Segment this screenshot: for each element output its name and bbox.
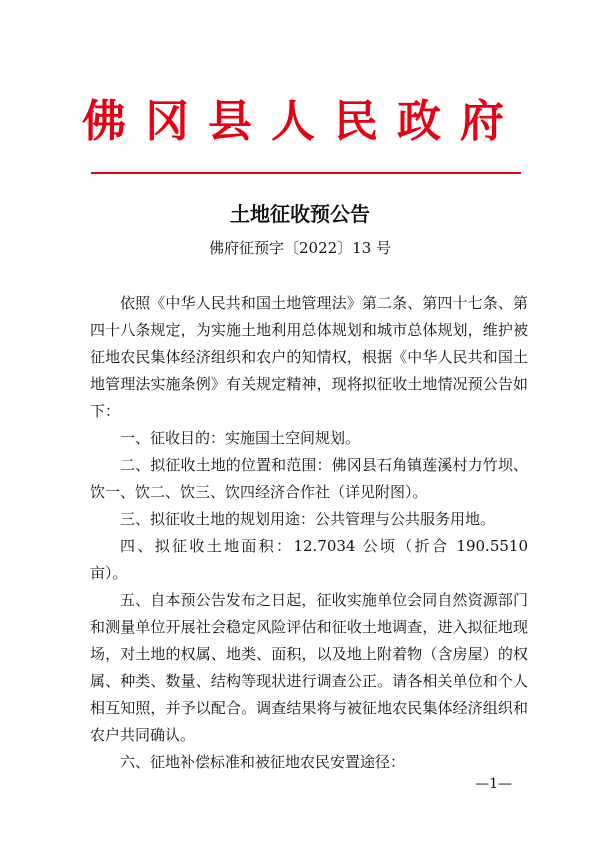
document-title: 土地征收预公告 <box>230 202 370 226</box>
paragraph-4-area: 四、拟征收土地面积：12.7034 公顷（折合 190.5510 亩）。 <box>90 537 528 582</box>
paragraph-5-survey: 五、自本预公告发布之日起，征收实施单位会同自然资源部门和测量单位开展社会稳定风险评估和征收土地调查，进入拟征地现场，对土地的权属、地类、面积，以及地上附着物（含房屋）的权属、种类、数量、结构等现状进行调查公正。请各相关单位和个人相互知照，并予以配合。调查结果将与被征地农民集体经济组织和农户共同确认。 <box>90 591 528 744</box>
page-number: —1— <box>475 776 512 792</box>
paragraph-3-usage: 三、拟征收土地的规划用途：公共管理与公共服务用地。 <box>120 510 496 528</box>
paragraph-intro: 依照《中华人民共和国土地管理法》第二条、第四十七条、第四十八条规定，为实施土地利用总体规划和城市总体规划，维护被征地农民集体经济组织和农户的知情权，根据《中华人民共和国土地管理法实施条例》有关规定精神，现将拟征收土地情况预公告如下： <box>90 294 528 420</box>
red-divider-line <box>91 172 521 174</box>
paragraph-6-compensation: 六、征地补偿标准和被征地农民安置途径： <box>120 753 406 771</box>
document-body <box>90 290 528 776</box>
paragraph-1-purpose: 一、征收目的：实施国土空间规划。 <box>120 429 361 447</box>
document-number: 佛府征预字〔2022〕13 号 <box>208 239 392 257</box>
issuer-header: 佛冈县人民政府 <box>82 96 523 147</box>
paragraph-2-location: 二、拟征收土地的位置和范围：佛冈县石角镇莲溪村力竹坝、饮一、饮二、饮三、饮四经济合作社（详见附图）。 <box>90 456 528 501</box>
